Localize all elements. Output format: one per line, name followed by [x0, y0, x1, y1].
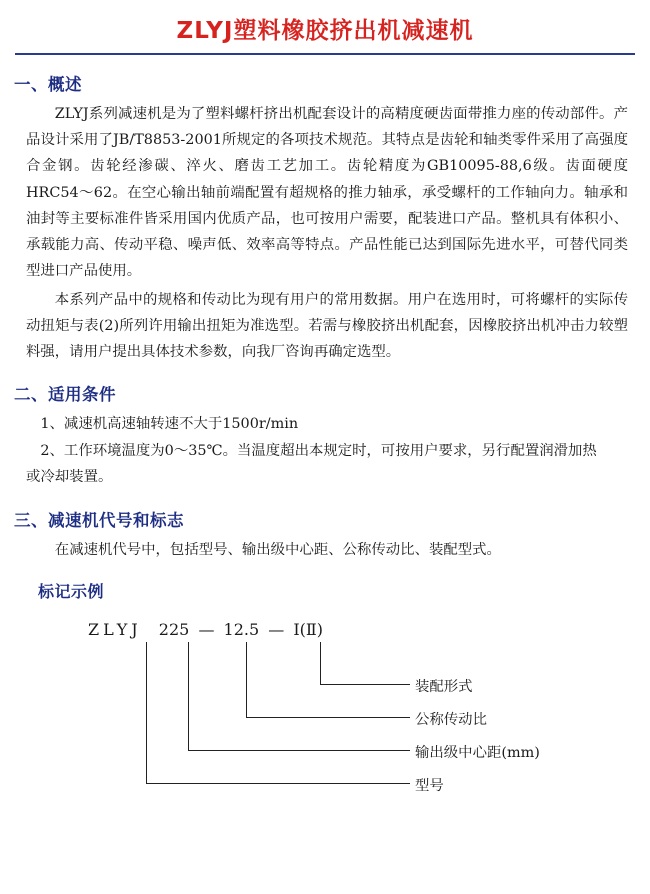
condition-line-1: 1、减速机高速轴转速不大于1500r/min [40, 416, 299, 433]
title-divider [15, 53, 635, 55]
marking-diagram [0, 612, 650, 795]
callout-assembly-form: 装配形式 [415, 679, 473, 696]
section-heading-marking-example: 标记示例 [38, 582, 105, 602]
callout-center-distance: 输出级中心距(mm) [415, 745, 540, 762]
paragraph: 本系列产品中的规格和传动比为现有用户的常用数据。用户在选用时，可将螺杆的实际传动扭矩与表(2)所列许用输出扭矩为准选型。若需与橡胶挤出机配套，因橡胶挤出机冲击力较塑料强，请用户提出具体技术参数，向我厂咨询再确定选型。 [26, 291, 628, 360]
leader-vline-model [146, 642, 147, 783]
document-page [0, 12, 650, 894]
section-body-code [26, 537, 628, 563]
marking-code [88, 620, 323, 639]
page-title: ZLYJ塑料橡胶挤出机减速机 [176, 18, 474, 44]
code-dash-2: — [268, 620, 285, 640]
code-assembly: Ⅰ(Ⅱ) [293, 620, 324, 640]
leader-hline-ratio [246, 717, 410, 718]
section-heading-code: 三、减速机代号和标志 [14, 511, 184, 531]
code-model: ZLYJ [88, 620, 142, 640]
callout-nominal-ratio: 公称传动比 [415, 712, 487, 729]
paragraph: ZLYJ系列减速机是为了塑料螺杆挤出机配套设计的高精度硬齿面带推力座的传动部件。产品设计采用了JB/T8853-2001所规定的各项技术规范。其特点是齿轮和轴类零件采用了高强度合金钢。齿轮经渗碳、淬火、磨齿工艺加工。齿轮精度为GB10095-88,6级。齿面硬度HRC54～62。在空心输出轴前端配置有超规格的推力轴承，承受螺杆的工作轴向力。轴承和油封等主要标准件皆采用国内优质产品，也可按用户需要，配装进口产品。整机具有体积小、承载能力高、传动平稳、噪声低、效率高等特点。产品性能已达到国际先进水平，可替代同类型进口产品使用。 [26, 106, 628, 280]
code-center-distance: 225 [158, 620, 190, 640]
leader-vline-center-distance [188, 642, 189, 750]
code-dash-1: — [198, 620, 215, 640]
condition-line-2-cont: 或冷却装置。 [26, 469, 113, 486]
leader-hline-center-distance [188, 750, 410, 751]
callout-model: 型号 [415, 778, 444, 795]
section-heading-overview: 一、概述 [14, 75, 82, 94]
leader-hline-assembly [320, 684, 410, 685]
code-ratio: 12.5 [223, 620, 260, 640]
leader-vline-assembly [320, 642, 321, 684]
condition-line-2: 2、工作环境温度为0～35℃。当温度超出本规定时，可按用户要求，另行配置润滑加热 [40, 442, 597, 459]
leader-vline-ratio [246, 642, 247, 717]
paragraph: 在减速机代号中，包括型号、输出级中心距、公称传动比、装配型式。 [54, 542, 501, 559]
section-body-overview [26, 101, 628, 365]
section-heading-conditions: 二、适用条件 [14, 385, 116, 405]
leader-hline-model [146, 783, 410, 784]
